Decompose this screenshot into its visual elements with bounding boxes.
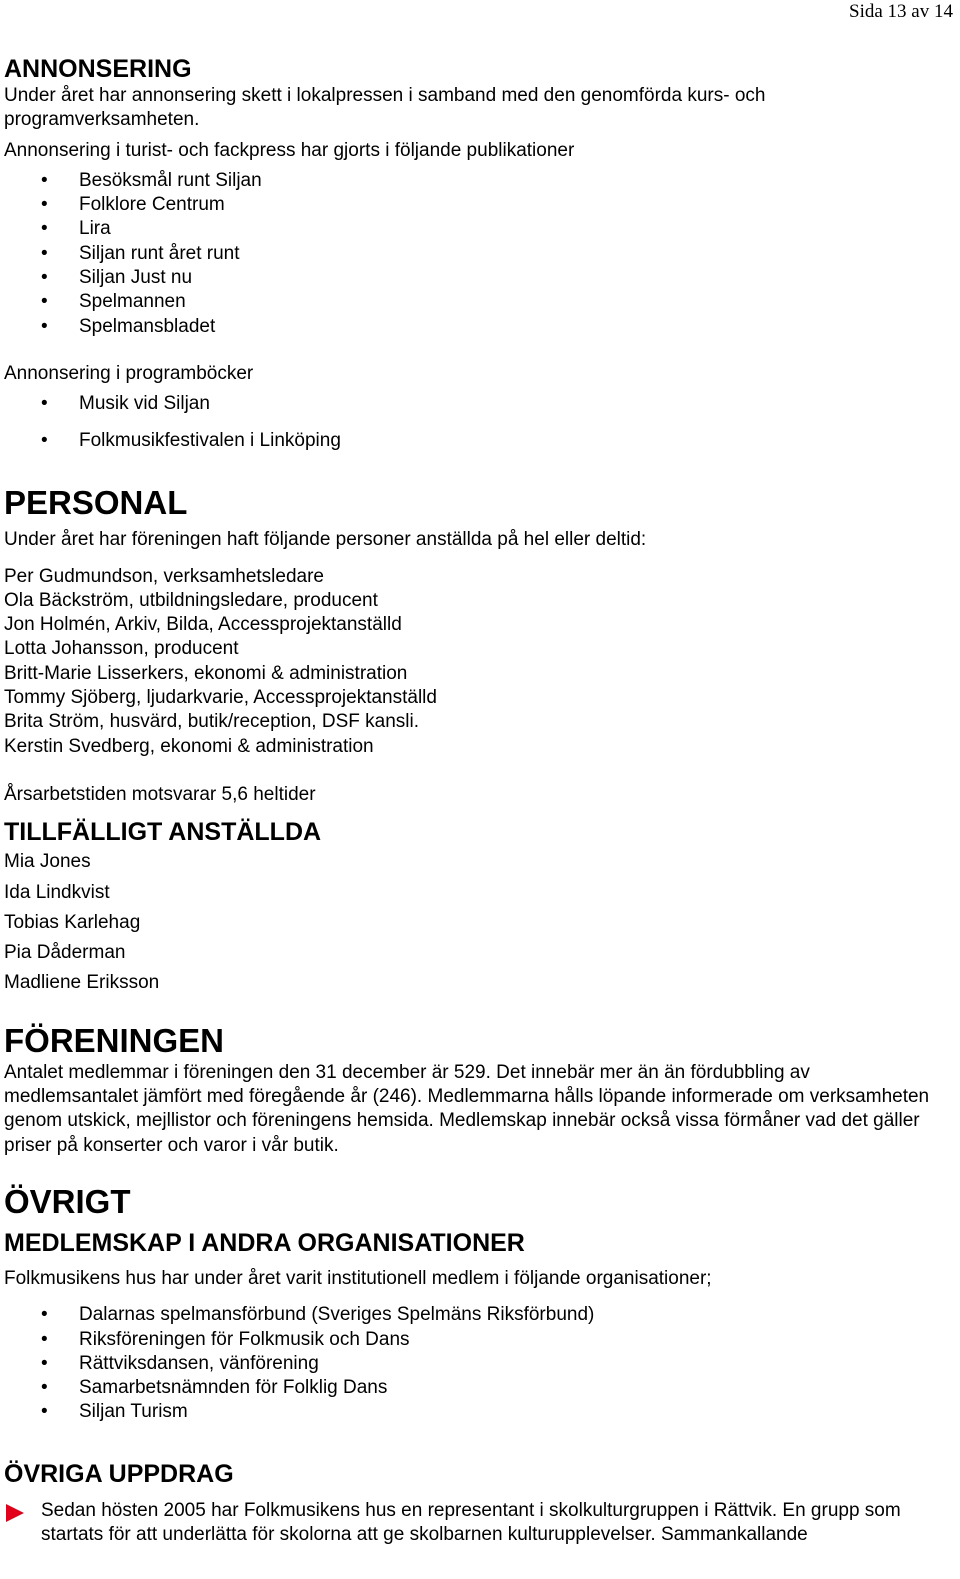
bullet-icon: •: [41, 315, 48, 337]
bullet-icon: •: [41, 218, 48, 240]
list-item: • Siljan Turism: [4, 1400, 954, 1424]
temporary-member: Pia Dåderman: [4, 942, 126, 964]
staff-member: Per Gudmundson, verksamhetsledare: [4, 565, 324, 587]
bullet-icon: •: [41, 429, 48, 451]
staff-member: Britt-Marie Lisserkers, ekonomi & administration: [4, 662, 408, 684]
section-temporary: [4, 817, 954, 998]
staff-member: Brita Ström, husvärd, butik/reception, DSF kansli.: [4, 711, 419, 733]
list-item: • Dalarnas spelmansförbund (Sveriges Spelmäns Riksförbund): [4, 1303, 954, 1327]
section-annonsering: [4, 54, 954, 459]
heading-membership: MEDLEMSKAP I ANDRA ORGANISATIONER: [4, 1228, 525, 1257]
section-ovrigt: [4, 1182, 954, 1547]
staff-member: Tommy Sjöberg, ljudarkvarie, Accessprojektanställd: [4, 687, 437, 709]
program-books-intro: Annonsering i programböcker: [4, 362, 254, 384]
bullet-icon: •: [41, 242, 48, 264]
bullet-icon: •: [41, 169, 48, 191]
program-books-list: [4, 386, 954, 459]
list-item: • Samarbetsnämnden för Folklig Dans: [4, 1376, 954, 1400]
staff-list: [4, 565, 954, 759]
staff-member: Ola Bäckström, utbildningsledare, producent: [4, 589, 378, 611]
heading-personal: PERSONAL: [4, 484, 188, 522]
heading-assignments: ÖVRIGA UPPDRAG: [4, 1459, 234, 1488]
bullet-icon: •: [41, 291, 48, 313]
bullet-icon: •: [41, 1352, 48, 1374]
annual-work-time: Årsarbetstiden motsvarar 5,6 heltider: [4, 783, 316, 805]
temporary-list: [4, 847, 954, 998]
page-number: Sida 13 av 14: [849, 1, 953, 22]
list-item: • Riksföreningen för Folkmusik och Dans: [4, 1328, 954, 1352]
foreningen-text: Antalet medlemmar i föreningen den 31 december är 529. Det innebär mer än än fördubbling av medlemsantalet jämfört med föregående år (246). Medlemmarna hålls löpande informerade om verksamheten genom utskick, mejllistor och föreningens hemsida. Medlemskap innebär också vissa förmåner vad det gäller priser på konserter och varor i vår butik.: [4, 1061, 930, 1156]
assignments-text: Sedan hösten 2005 har Folkmusikens hus en representant i skolkulturgruppen i Rättvik. En grupp som startats för att underlätta för skolorna att ge skolbarnen kulturupplevelser. Sammankallande: [41, 1499, 901, 1545]
list-item: • Spelmannen: [4, 290, 954, 314]
organisations-list: [4, 1303, 954, 1424]
arrow-bullet-icon: [6, 1504, 24, 1522]
annonsering-intro: Under året har annonsering skett i lokalpressen i samband med den genomförda kurs- och programverksamheten.: [4, 85, 766, 131]
bullet-icon: •: [41, 1377, 48, 1399]
heading-foreningen: FÖRENINGEN: [4, 1021, 225, 1059]
temporary-member: Mia Jones: [4, 851, 91, 873]
list-item: • Siljan runt året runt: [4, 242, 954, 266]
personal-intro: Under året har föreningen haft följande personer anställda på hel eller deltid:: [4, 529, 647, 551]
publications-list: [4, 169, 954, 339]
staff-member: Kerstin Svedberg, ekonomi & administration: [4, 735, 374, 757]
membership-intro: Folkmusikens hus har under året varit institutionell medlem i följande organisationer;: [4, 1267, 712, 1289]
section-foreningen: [4, 1021, 954, 1158]
bullet-icon: •: [41, 1304, 48, 1326]
staff-member: Lotta Johansson, producent: [4, 638, 239, 660]
bullet-icon: •: [41, 1401, 48, 1423]
list-item: • Spelmansbladet: [4, 315, 954, 339]
list-item: • Musik vid Siljan: [4, 386, 954, 423]
list-item: • Rättviksdansen, vänförening: [4, 1352, 954, 1376]
list-item: • Folkmusikfestivalen i Linköping: [4, 423, 954, 460]
list-item: • Lira: [4, 217, 954, 241]
heading-annonsering: ANNONSERING: [4, 55, 192, 83]
section-personal: [4, 483, 954, 807]
list-item: • Folklore Centrum: [4, 193, 954, 217]
bullet-icon: •: [41, 393, 48, 415]
staff-member: Jon Holmén, Arkiv, Bilda, Accessprojektanställd: [4, 614, 402, 636]
assignments-paragraph: [4, 1499, 954, 1548]
list-item: • Siljan Just nu: [4, 266, 954, 290]
heading-temporary: TILLFÄLLIGT ANSTÄLLDA: [4, 818, 322, 847]
temporary-member: Tobias Karlehag: [4, 911, 141, 933]
temporary-member: Ida Lindkvist: [4, 881, 110, 903]
temporary-member: Madliene Eriksson: [4, 972, 160, 994]
bullet-icon: •: [41, 194, 48, 216]
list-item: • Besöksmål runt Siljan: [4, 169, 954, 193]
heading-ovrigt: ÖVRIGT: [4, 1182, 131, 1220]
publications-intro: Annonsering i turist- och fackpress har gjorts i följande publikationer: [4, 139, 575, 161]
bullet-icon: •: [41, 267, 48, 289]
bullet-icon: •: [41, 1328, 48, 1350]
document-body: [4, 54, 954, 1547]
